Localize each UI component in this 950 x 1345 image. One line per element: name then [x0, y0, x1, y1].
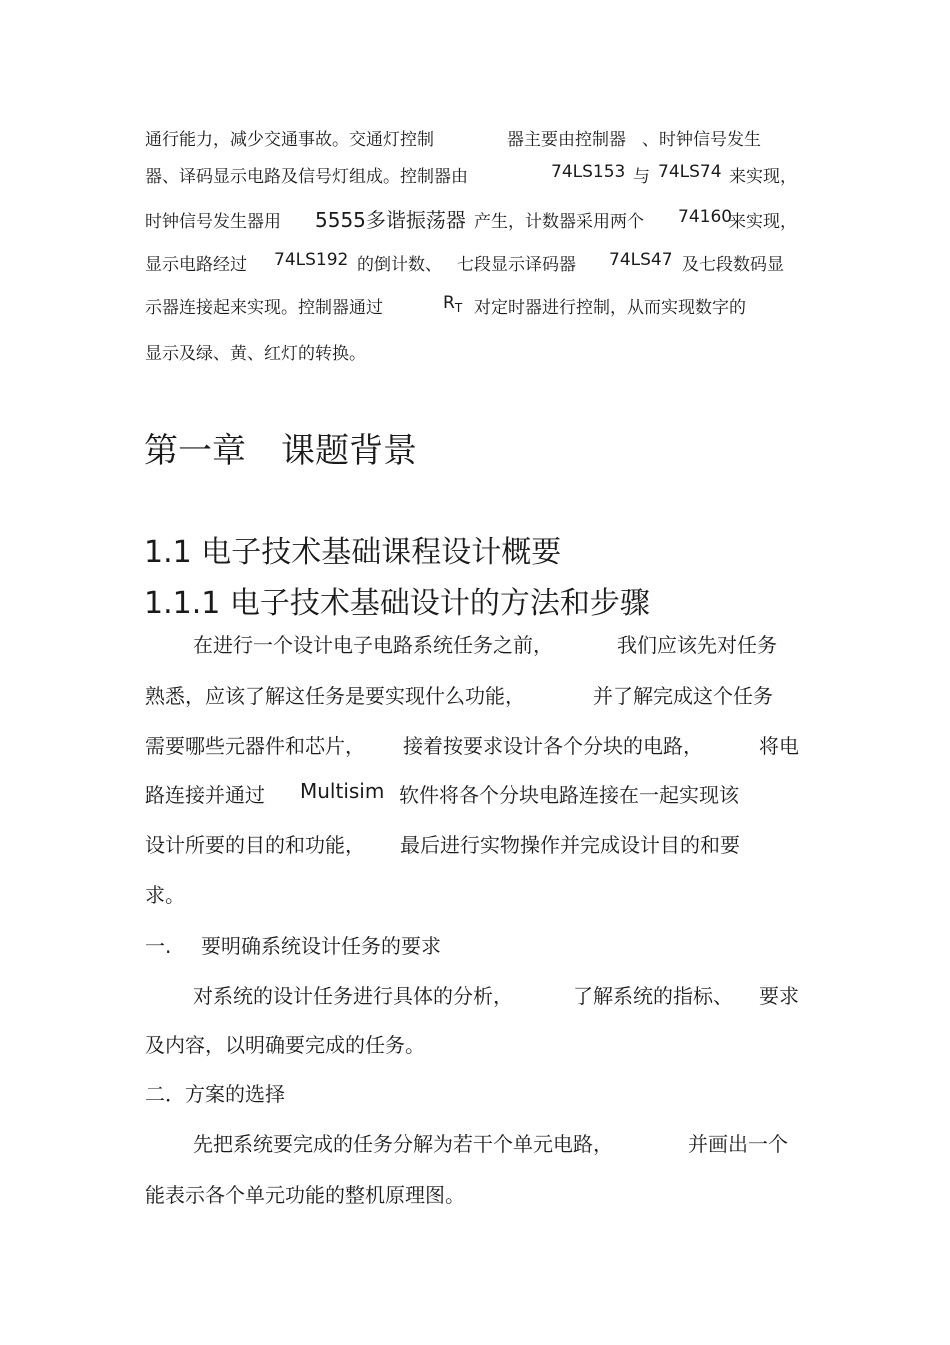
- abstract-line-4d: 七段显示译码器: [457, 255, 576, 275]
- abstract-line-3a: 时钟信号发生器用: [145, 212, 281, 232]
- para1-line-3b: 接着按要求设计各个分块的电路，: [403, 734, 703, 758]
- abstract-line-5b: [443, 293, 462, 315]
- item1-heading: 要明确系统设计任务的要求: [201, 934, 441, 958]
- abstract-line-1a: 通行能力，减少交通事故。交通灯控制: [145, 130, 434, 150]
- para1-line-4b: Multisim: [300, 779, 385, 803]
- item2-line-1b: 并画出一个: [688, 1132, 788, 1156]
- abstract-line-2d: 74LS74: [658, 162, 722, 182]
- section-heading-1-1: 1.1 电子技术基础课程设计概要: [144, 535, 562, 570]
- para1-line-5a: 设计所要的目的和功能，: [145, 833, 365, 857]
- abstract-line-3b: 5555多谐振荡器: [315, 208, 466, 232]
- item1-line-2: 及内容，以明确要完成的任务。: [145, 1033, 425, 1057]
- para1-line-6: 求。: [145, 883, 185, 907]
- section-heading-1-1-1: 1.1.1 电子技术基础设计的方法和步骤: [144, 586, 650, 621]
- para1-line-2a: 熟悉，应该了解这任务是要实现什么功能，: [145, 684, 525, 708]
- para1-line-1a: 在进行一个设计电子电路系统任务之前，: [193, 633, 553, 657]
- abstract-line-4c: 的倒计数、: [357, 255, 442, 275]
- item1-number: 一.: [145, 934, 172, 958]
- para1-line-1b: 我们应该先对任务: [617, 633, 777, 657]
- abstract-line-4e: 74LS47: [609, 250, 673, 270]
- abstract-line-2e: 来实现，: [729, 167, 797, 187]
- r-symbol: R: [443, 293, 455, 313]
- abstract-line-4f: 及七段数码显: [682, 255, 784, 275]
- abstract-line-5a: 示器连接起来实现。控制器通过: [145, 298, 383, 318]
- para1-line-4a: 路连接并通过: [145, 783, 265, 807]
- abstract-line-1c: 、时钟信号发生: [642, 130, 761, 150]
- item1-line-1c: 要求: [759, 984, 799, 1008]
- abstract-line-5c: 对定时器进行控制，从而实现数字的: [474, 298, 746, 318]
- para1-line-4c: 软件将各个分块电路连接在一起实现该: [399, 783, 739, 807]
- abstract-line-6: 显示及绿、黄、红灯的转换。: [145, 344, 366, 364]
- abstract-line-3c: 产生，计数器采用两个: [474, 212, 644, 232]
- abstract-line-4b: 74LS192: [274, 250, 349, 270]
- abstract-line-4a: 显示电路经过: [145, 255, 247, 275]
- item2-heading: 二．方案的选择: [145, 1082, 285, 1106]
- para1-line-3a: 需要哪些元器件和芯片，: [145, 734, 365, 758]
- para1-line-2b: 并了解完成这个任务: [593, 684, 773, 708]
- r-subscript: T: [454, 301, 463, 315]
- abstract-line-3e: 来实现，: [729, 212, 797, 232]
- chapter-number: 第一章: [144, 431, 246, 471]
- item2-line-1a: 先把系统要完成的任务分解为若干个单元电路，: [193, 1132, 613, 1156]
- item1-line-1a: 对系统的设计任务进行具体的分析，: [193, 984, 513, 1008]
- abstract-line-1b: 器主要由控制器: [507, 130, 626, 150]
- chapter-name: 课题背景: [281, 431, 417, 471]
- para1-line-5b: 最后进行实物操作并完成设计目的和要: [400, 833, 740, 857]
- abstract-line-3d: 74160: [678, 207, 733, 227]
- item1-line-1b: 了解系统的指标、: [573, 984, 733, 1008]
- item2-line-2: 能表示各个单元功能的整机原理图。: [145, 1183, 465, 1207]
- para1-line-3c: 将电: [759, 734, 799, 758]
- abstract-line-2a: 器、译码显示电路及信号灯组成。控制器由: [145, 167, 468, 187]
- abstract-line-2b: 74LS153: [551, 162, 626, 182]
- abstract-line-2c: 与: [633, 167, 650, 187]
